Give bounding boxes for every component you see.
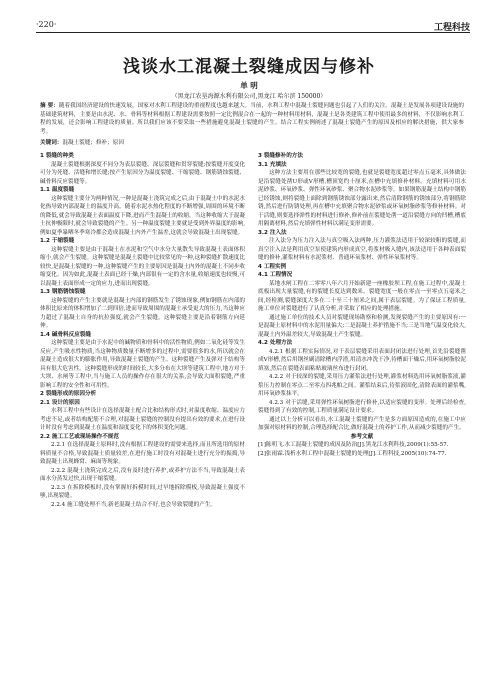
section-heading: 4 工程实例	[258, 263, 287, 270]
body-paragraph: 注入法分为压力注入法与真空吸入法两种,压力灌浆法适用于较深较粗的裂缝,而真空注入法是利用真空泵使建筑内形成真空,将浆材吸入缝内,该法适用于各种表面裂缝的修补,灌浆材料有水泥浆材、普通环氧浆材、弹性环氧浆材等。	[258, 238, 466, 261]
body-paragraph: 某地水闸工程在二零零八年六月开始新建一座橡胶坝工程,在施工过程中,混凝土底板出现大量裂缝,有的裂缝长度达到数米。裂缝宽度一般在零点一至零点五毫米之间,经检测,裂缝深度大多在二十至三十厘米之间,属于表层裂缝。为了保证工程质量,施工单位对裂缝进行了认真分析,并采取了相应的处理措施。	[258, 280, 466, 312]
header-rule	[36, 32, 470, 33]
section-heading: 3.1 充填法	[258, 161, 287, 168]
body-paragraph: 4.2.1 根据工程实际情况,对于表层裂缝采用表面封闭法进行处理,首先沿裂缝凿成V形槽,然后用钢丝刷清除槽内浮渣,用清水冲洗干净,待槽面干燥后,用环氧树脂胶泥填塞,然后在裂缝表面粘贴玻璃丝布进行封闭。	[258, 348, 466, 372]
body-paragraph: 2.2.3 在拆除模板时,没有掌握好拆模时间,过早地拆除模板,导致混凝土强度不够,出现裂缝。	[40, 484, 245, 499]
section-heading: 4.1 工程情况	[258, 272, 293, 278]
left-column	[40, 152, 245, 509]
body-paragraph: 4.2.3 对于活缝,采用弹性环氧树脂进行修补,以适应裂缝的变形。处理后经检查,裂缝得到了有效的控制,工程质量满足设计要求。	[258, 399, 466, 414]
affiliation: （黑龙江农垦海源水利有限公司,黑龙江 哈尔滨 150000）	[171, 93, 327, 100]
section-heading: 2.2 施工工艺或现场操作不规范	[40, 433, 119, 440]
body-paragraph: 这种裂缝主要分为两种情况,一种是混凝土浇筑完成之后,由于混凝土中的水泥水化热导致内部混凝土的温度升高。随着水泥水热化程度的不断增强,周围的环境不断的降低,就会导致混凝土表面温度下降,进而产生混凝土的收缩。当这种收缩大于混凝土抗伸极限时,就会导致裂缝的产生。另一种温度裂缝主要就是受到外界温度的影响,例如夏季暴晒冬季寒冷都会造成混凝土内外产生温差,这就会导致混凝土出现裂缝。	[40, 195, 245, 236]
page-number: ·220·	[36, 20, 57, 29]
abstract-text: 随着我国经济建设的快速发展，国家对水利工程建设的重视程度也越来越大。当前，水利工程中混凝土裂缝问题也引起了人们的关注。混凝土是发展各项建设设施的基础建筑材料，主要是由水泥、水、骨料等材料根据工程建设需要按照一定比例混合在一起的一种材料用材料，混凝土是各类建筑工程中使用最多的材料，不仅影响水利工程的发展，还会影响工程建设的质量。所以我们应该不要采取一些措施避免混凝土裂缝的产生。结合工程实例阐述了混凝土裂缝产生的原因及相应的解决措施，供大家参考。	[40, 103, 464, 135]
section-heading: 1 裂缝的种类	[40, 153, 74, 159]
abstract-label: 摘 要：	[40, 103, 59, 109]
article-title: 浅谈水工混凝土裂缝成因与修补	[123, 57, 375, 77]
body-paragraph: 混凝土裂缝根据深度不同分为表层裂缝、深层裂缝和贯穿裂缝;按裂缝开度变化可分为死缝、活缝和增长缝;按产生原因分为温度裂缝、干缩裂缝、钢筋锈蚀裂缝、碱骨料反应裂缝等。	[40, 161, 245, 185]
section-heading: 2 裂缝形成的原因分析	[40, 391, 97, 397]
body-paragraph: 2.2.1 在选择混凝土原料时,没有根据工程建设的需要来选择,而且所选用的原材料质量不合格,导致混凝土质量较差,在进行施工时没有对混凝土进行充分的振捣,导致混凝土出现蜂窝、麻面等现象。	[40, 442, 245, 465]
body-paragraph: 2.2.2 混凝土浇筑完成之后,没有及时进行养护,或养护方法不当,导致混凝土表面水分蒸发过快,出现干缩裂缝。	[40, 467, 245, 482]
section-heading: 3.2 注入法	[258, 229, 287, 236]
journal-name: 工程科技	[433, 23, 470, 33]
body-paragraph: 这种方法主要用在那些比较宽的裂缝,也就是裂缝宽度超过零点五毫米,具体做法是沿裂缝处凿U形或V形槽,槽顶宽约十厘米,在槽中充填修补材料。充填材料可用水泥砂浆、环氧砂浆、弹性环氧砂浆、聚合物水泥砂浆等。如果钢筋混凝土结构中钢筋已经锈蚀,则将裂缝上面除到钢筋锈蚀部分露出来,然后清除钢筋的锈蚀部分,将钢筋除锈,然后进行防锈处理,再在槽中充填聚合物水泥砂浆或环氧树脂砂浆等修补材料。对于活缝,则要选择弹性的材料进行修补,修补前在裂缝处凿一道沿裂缝方向的凹槽,槽底用隔离材料,然后充填弹性材料以满足变形需要。	[258, 170, 466, 227]
keywords-text: 混凝土裂缝；修补；原因	[62, 140, 124, 146]
right-column	[258, 152, 466, 458]
body-paragraph: 这种裂缝主要是由于水泥中的碱物质和骨料中的活性物质,例如二氧化硅等发生反应,产生吸水性物质,当这种物质数量不断增多的过程中,需要很多的水,所以就会在混凝土造成很大的膨胀作用,导致混凝土裂缝的产生。这种裂缝产生及弹对于结构等具有很大危害性。这种裂缝形成的时间较长,大多分布在大坝等建筑工程中,地方对于大坝、水闸等工程中,当与施工人员的操作存在很大的关系,会导致大面积裂缝,严重影响工程的安全性和可用性。	[40, 340, 245, 389]
section-heading: 1.1 温度裂缝	[40, 187, 75, 193]
keywords-label: 关键词：	[40, 140, 63, 146]
section-heading: 2.1 设计的原因	[40, 399, 80, 406]
abstract	[40, 102, 464, 136]
body-paragraph: 这种裂缝的产生主要就是混凝土内部的钢筋发生了锈蚀现象,例如钢筋在内部的体积比原来的体积增加了二到四倍,进而导致周围的混凝土承受更大的压力,当这种应力超过了混凝土自身的抗拉强度,就会产生裂缝。这种裂缝主要是沿着钢筋方向延伸。	[40, 297, 245, 329]
body-paragraph: 2.2.4 施工缝处理不当,新老混凝土结合不好,也会导致裂缝的产生。	[51, 501, 217, 508]
references-heading: 参考文献	[350, 433, 374, 440]
section-heading: 1.4 碱骨料反应裂缝	[40, 331, 92, 338]
author: 单 明	[240, 81, 258, 90]
section-heading: 3 裂缝修补的方法	[258, 153, 303, 159]
keywords	[40, 138, 464, 146]
section-heading: 1.2 干缩裂缝	[40, 238, 75, 244]
body-paragraph: 水利工程中有些设计在选择混凝土配合比和结构形式时,对温度收缩、温度应力考虑不足,或者结构配筋不合理,对混凝土裂缝的控制没有提出有效的要求,在进行设计时没有考虑到混凝土在温度和湿度变化下的体积变化问题。	[40, 408, 245, 431]
body-paragraph: 4.2.2 对于较深的裂缝,采用压力灌浆法进行处理,灌浆材料选用环氧树脂浆液,灌浆压力控制在零点二至零点四兆帕之间。灌浆结束后,待浆液固化,清除表面的灌浆嘴,用环氧砂浆抹平。	[258, 374, 466, 397]
section-heading: 1.3 钢筋锈蚀裂缝	[40, 289, 86, 295]
body-paragraph: 通过施工单位的技术人员对裂缝现场勘察和检测,发现裂缝产生的主要原因有:一是混凝土原材料中的水泥用量偏大;二是混凝土养护措施不当;三是当地气温变化较大,混凝土内外温差较大,导致混凝土产生裂缝。	[258, 314, 466, 338]
reference-item: [2]张雨霖.浅析水利工程中混凝土裂缝的处理[J].工程科技,2005(10):74-77.	[258, 450, 447, 457]
reference-item: [1]陈明飞.水工混凝土裂缝的成因及防治[J].黑龙江水利科技,2009(1):55-57.	[258, 442, 449, 448]
body-paragraph: 这种裂缝主要是由于混凝土在水泥和空气中水分大量散失导致混凝土表面体积缩小,就会产生裂缝。这种裂缝是混凝土裂缝中比较常见的一种,这种裂缝扩散速度比较快,是混凝土裂缝的一种,这种裂缝产生的主要原因是混凝土内外的混凝土不同步收缩变化。因为如此,混凝土表面已经干燥,内部很有一定的含水量,收缩速度也较慢,可以混凝土表面形成一定的应力,进而出现裂缝。	[40, 246, 245, 287]
body-paragraph: 通过以上分析可以看出,水工混凝土裂缝的产生是多方面原因造成的,在施工中应加强对原材料的控制,合理选择配合比,做好混凝土的养护工作,从而减少裂缝的产生。	[258, 416, 466, 431]
section-heading: 4.2 处理方法	[258, 340, 293, 346]
